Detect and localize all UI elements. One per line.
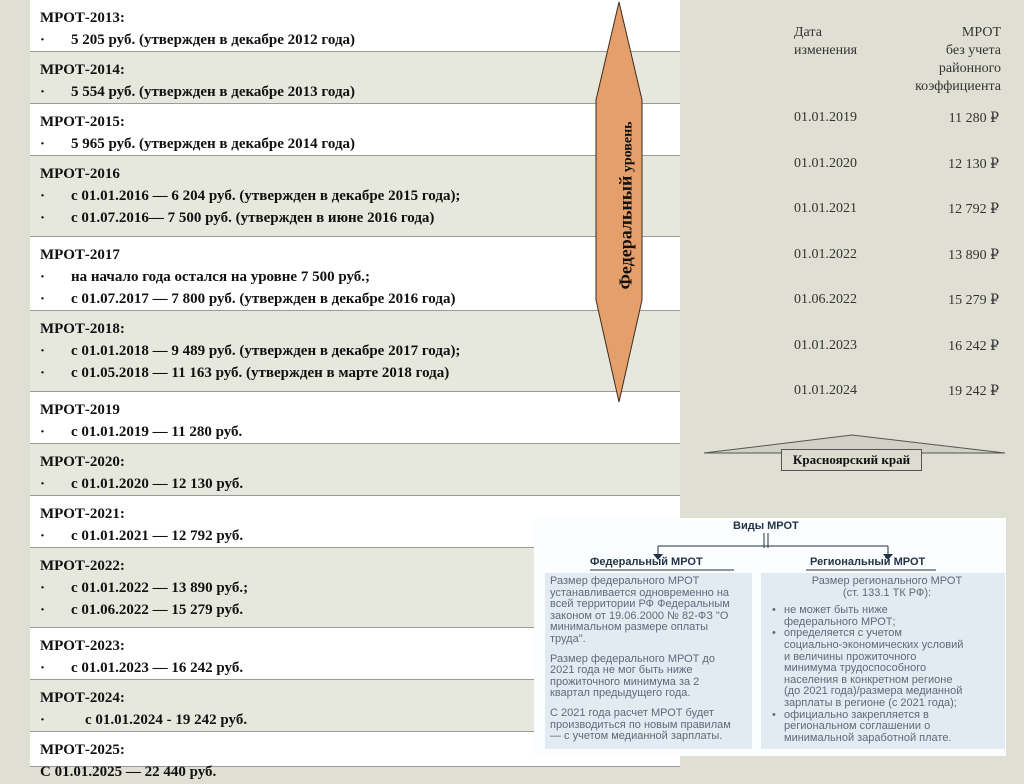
federal-paragraph-line: минимальном размере оплаты	[550, 621, 709, 634]
federal-heading: Федеральный МРОТ	[590, 556, 703, 568]
mrot-item-text: 5 205 руб. (утвержден в декабре 2012 года)	[71, 32, 356, 48]
regional-text	[772, 576, 1002, 744]
regional-value: 12 792 ₽	[948, 202, 999, 217]
mrot-item-text: с 01.07.2016— 7 500 руб. (утвержден в июне 2016 года)	[71, 210, 435, 226]
mrot-item	[40, 134, 680, 156]
bullet-icon: ·	[40, 580, 46, 596]
mrot-year-row	[30, 444, 680, 496]
mrot-year-title: МРОТ-2013:	[40, 10, 125, 26]
mrot-item-text: с 01.05.2018 — 11 163 руб. (утвержден в марте 2018 года)	[71, 365, 450, 381]
mrot-item-text: с 01.01.2024 - 19 242 руб.	[85, 712, 248, 728]
federal-paragraph-line: устанавливается одновременно на	[550, 586, 730, 599]
regional-date: 01.01.2020	[794, 155, 857, 171]
mrot-item	[40, 82, 680, 104]
mrot-item-text: с 01.01.2018 — 9 489 руб. (утвержден в декабре 2017 года);	[71, 343, 461, 359]
mrot-year-title: МРОТ-2024:	[40, 690, 125, 706]
federal-paragraph	[550, 708, 749, 743]
bullet-icon: ·	[40, 602, 46, 618]
regional-mrot-table	[680, 0, 1024, 520]
federal-paragraph-line: Размер федерального МРОТ	[550, 575, 700, 587]
header-value	[915, 24, 1001, 96]
federal-paragraph-line: законом от 19.06.2000 № 82-ФЗ "О	[550, 609, 729, 622]
mrot-item	[40, 289, 680, 311]
bullet-icon: ·	[40, 365, 46, 381]
regional-bullet-line: региональном соглашении о	[784, 720, 931, 733]
regional-value: 16 242 ₽	[948, 338, 999, 354]
federal-level-label	[606, 105, 646, 305]
bullet-icon: ·	[40, 660, 46, 676]
regional-date: 01.01.2024	[794, 383, 857, 398]
bullet-icon: •	[772, 604, 776, 617]
regional-bullet-line: определяется с учетом	[784, 627, 902, 640]
regional-heading: Региональный МРОТ	[810, 556, 926, 568]
bullet-icon: •	[772, 708, 776, 721]
header-value-line: районного	[938, 61, 1001, 76]
regional-bullet	[772, 628, 1002, 709]
bullet-icon: ·	[40, 424, 46, 440]
federal-paragraph-line: труда".	[550, 632, 586, 645]
regional-date: 01.01.2022	[794, 246, 857, 262]
mrot-year-row	[30, 52, 680, 104]
bullet-icon: ·	[40, 291, 46, 307]
header-value-line: МРОТ	[961, 25, 1001, 40]
mrot-item	[40, 762, 680, 784]
regional-value: 15 279 ₽	[948, 293, 999, 308]
mrot-item-text: 5 965 руб. (утвержден в декабре 2014 года)	[71, 136, 356, 152]
bullet-icon: ·	[40, 84, 46, 100]
bullet-icon: •	[772, 627, 776, 640]
mrot-year-title: МРОТ-2019	[40, 402, 120, 418]
federal-label-small: уровень	[620, 120, 636, 176]
header-date-line: изменения	[794, 43, 858, 58]
header-value-line: коэффициента	[915, 79, 1001, 94]
mrot-year-row	[30, 104, 680, 156]
mrot-year-title: МРОТ-2022:	[40, 558, 125, 574]
regional-bullet-line: минимальной заработной плате.	[784, 731, 952, 744]
mrot-year-row	[30, 156, 680, 237]
regional-value: 19 242 ₽	[948, 384, 999, 399]
mrot-types-infographic	[534, 518, 1006, 756]
bullet-icon: ·	[40, 712, 46, 728]
mrot-item-text: с 01.01.2022 — 13 890 руб.;	[71, 580, 249, 596]
regional-date: 01.06.2022	[794, 292, 857, 307]
regional-bullet-line: (до 2021 года)/размера медианной	[784, 685, 963, 698]
federal-paragraph-line: С 2021 года расчет МРОТ будет	[550, 706, 714, 719]
federal-paragraph-line: производиться по новым правилам	[550, 718, 731, 731]
regional-date: 01.01.2019	[794, 110, 857, 125]
regional-date: 01.01.2021	[794, 201, 857, 216]
mrot-item-text: с 01.01.2023 — 16 242 руб.	[71, 660, 244, 676]
header-value-line: без учета	[945, 43, 1001, 58]
regional-bullet-line: социально-экономических условий	[784, 638, 964, 651]
federal-paragraph-line: прожиточного минимума за 2	[550, 675, 700, 688]
header-date-line: Дата	[794, 25, 822, 40]
regional-value: 13 890 ₽	[948, 247, 999, 263]
infographic-title: Виды МРОТ	[733, 520, 799, 532]
regional-intro-line: Размер регионального МРОТ	[811, 575, 963, 587]
bullet-icon: ·	[40, 528, 46, 544]
region-label: Красноярский край	[781, 449, 922, 471]
mrot-item	[40, 267, 680, 289]
regional-bullet-line: зарплаты в регионе (с 2021 года);	[784, 696, 957, 709]
mrot-item	[40, 422, 680, 444]
federal-paragraph-line: Размер федерального МРОТ до	[550, 652, 715, 665]
mrot-item-text: на начало года остался на уровне 7 500 руб.;	[71, 269, 371, 285]
mrot-year-title: МРОТ-2014:	[40, 62, 125, 78]
mrot-year-title: МРОТ-2015:	[40, 114, 125, 130]
bullet-icon: ·	[40, 476, 46, 492]
mrot-year-title: МРОТ-2021:	[40, 506, 125, 522]
mrot-item-text: с 01.01.2016 — 6 204 руб. (утвержден в декабре 2015 года);	[71, 188, 461, 204]
federal-label-big: Федеральный	[615, 175, 636, 290]
federal-paragraph-line: 2021 года не мог быть ниже	[550, 664, 693, 677]
federal-paragraph-line: всей территории РФ Федеральным	[550, 598, 730, 611]
mrot-item-text: 5 554 руб. (утвержден в декабре 2013 года)	[71, 84, 356, 100]
mrot-year-title: МРОТ-2023:	[40, 638, 125, 654]
bullet-icon: ·	[40, 136, 46, 152]
regional-bullet-line: не может быть ниже	[784, 604, 888, 617]
mrot-year-title: МРОТ-2017	[40, 247, 120, 263]
regional-bullet-line: официально закрепляется в	[784, 708, 929, 721]
mrot-item	[40, 186, 680, 208]
regional-bullet-line: федерального МРОТ;	[784, 615, 896, 628]
mrot-item	[40, 363, 680, 385]
regional-date: 01.01.2023	[794, 337, 857, 353]
mrot-year-row	[30, 392, 680, 444]
bullet-icon: ·	[40, 269, 46, 285]
mrot-item	[40, 474, 680, 496]
mrot-year-row	[30, 311, 680, 392]
mrot-item	[40, 30, 680, 52]
mrot-item-text: с 01.01.2019 — 11 280 руб.	[71, 424, 243, 440]
regional-bullet	[772, 605, 1002, 628]
mrot-item-text: с 01.07.2017 — 7 800 руб. (утвержден в декабре 2016 года)	[71, 291, 456, 307]
regional-value: 12 130 ₽	[948, 156, 999, 172]
mrot-item-text: с 01.01.2020 — 12 130 руб.	[71, 476, 244, 492]
mrot-year-row	[30, 0, 680, 52]
mrot-year-title: МРОТ-2020:	[40, 454, 125, 470]
regional-bullet-line: населения в конкретном регионе	[784, 673, 953, 686]
bullet-icon: ·	[40, 210, 46, 226]
mrot-year-title: МРОТ-2025:	[40, 742, 125, 758]
mrot-item-text: с 01.01.2021 — 12 792 руб.	[71, 528, 244, 544]
federal-paragraph-line: квартал предыдущего года.	[550, 687, 691, 700]
mrot-item	[40, 208, 680, 230]
mrot-item	[40, 341, 680, 363]
mrot-item-text: С 01.01.2025 — 22 440 руб.	[40, 764, 217, 780]
regional-bullet-line: и величины прожиточного	[784, 650, 917, 663]
regional-bullet-line: минимума трудоспособного	[784, 662, 927, 675]
federal-text	[550, 576, 749, 751]
federal-paragraph	[550, 576, 749, 646]
federal-paragraph	[550, 654, 749, 700]
regional-intro-line: (ст. 133.1 ТК РФ):	[842, 586, 932, 599]
bullet-icon: ·	[40, 188, 46, 204]
mrot-item-text: с 01.06.2022 — 15 279 руб.	[71, 602, 244, 618]
header-date	[794, 24, 857, 60]
regional-bullet	[772, 710, 1002, 745]
regional-value: 11 280 ₽	[948, 111, 999, 126]
bullet-icon: ·	[40, 343, 46, 359]
federal-paragraph-line: — с учетом медианной зарплаты.	[550, 730, 723, 743]
mrot-year-row	[30, 237, 680, 311]
mrot-year-title: МРОТ-2016	[40, 166, 120, 182]
mrot-year-title: МРОТ-2018:	[40, 321, 125, 337]
bullet-icon: ·	[40, 32, 46, 48]
